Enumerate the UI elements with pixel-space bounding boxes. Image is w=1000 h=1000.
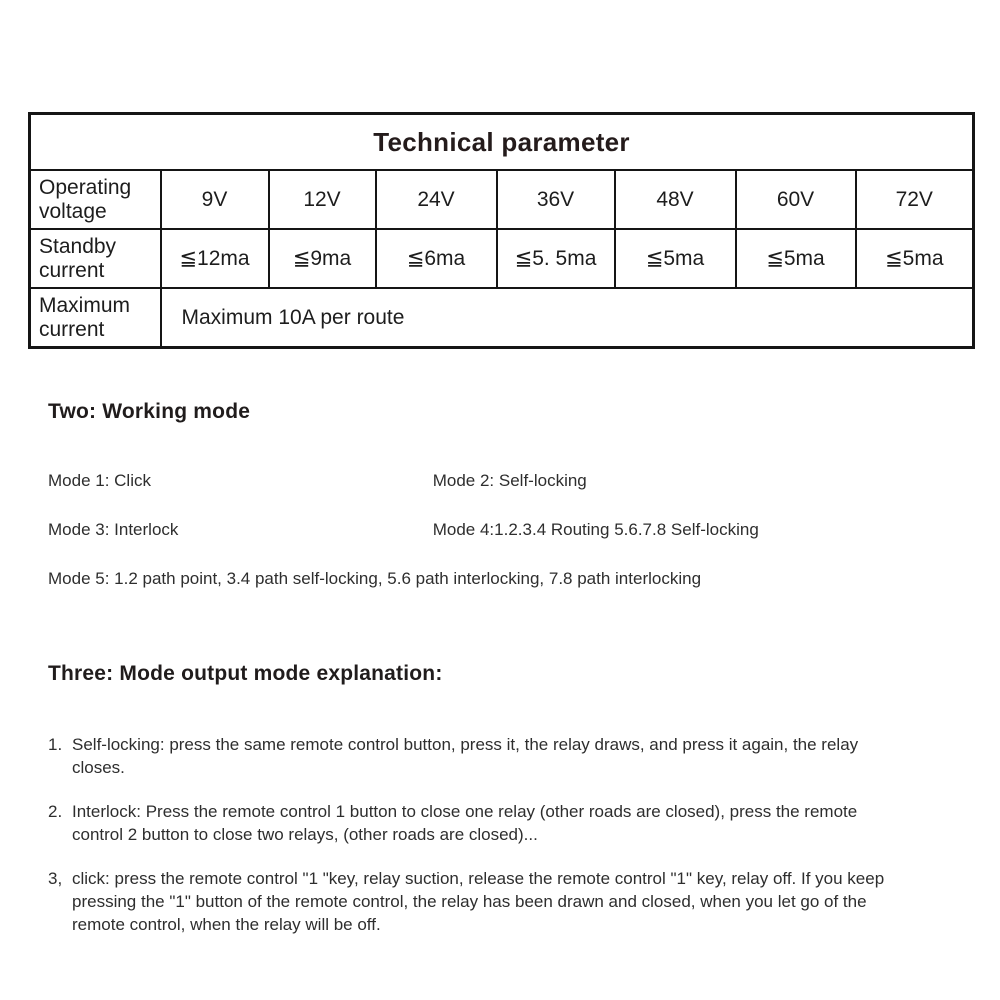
voltage-value: 60V [736,170,856,229]
section-heading-mode-output-explanation: Three: Mode output mode explanation: [48,662,443,685]
standby-value: ≦5ma [736,229,856,288]
explanation-text-self-locking: Self-locking: press the same remote control button, press it, the relay draws, and press it again, the relay closes. [72,735,859,777]
section-heading-working-mode: Two: Working mode [48,400,251,423]
standby-value: ≦6ma [376,229,497,288]
explanation-list [48,733,894,957]
standby-current-row [30,229,974,288]
list-marker: 1. [48,735,63,754]
maximum-current-row [30,288,974,348]
mode-1: Mode 1: Click [48,471,151,490]
standby-value: ≦12ma [161,229,269,288]
standby-value: ≦9ma [269,229,376,288]
mode-2: Mode 2: Self-locking [432,471,587,490]
list-marker: 2. [48,802,63,821]
explanation-text-click: click: press the remote control "1 "key, relay suction, release the remote control "1" key, relay off. If you keep pressing the "1" button of the remote control, the relay has been drawn and closed, when you let go of the remote control, when the relay will be off. [72,869,885,934]
list-marker: 3, [48,869,63,888]
standby-value: ≦5ma [856,229,974,288]
mode-row [48,520,953,540]
voltage-value: 24V [376,170,497,229]
maximum-current-value: Maximum 10A per route [161,288,974,348]
explanation-item [48,800,894,846]
operating-voltage-row [30,170,974,229]
mode-4: Mode 4:1.2.3.4 Routing 5.6.7.8 Self-locking [432,520,759,539]
standby-value: ≦5ma [615,229,736,288]
explanation-item [48,733,894,779]
voltage-value: 48V [615,170,736,229]
standby-current-label: Standby current [30,229,161,288]
voltage-value: 36V [497,170,615,229]
explanation-text-interlock: Interlock: Press the remote control 1 button to close one relay (other roads are closed), press the remote control 2 button to close two relays, (other roads are closed)... [72,802,858,844]
working-mode-list [48,471,953,618]
operating-voltage-label: Operating voltage [30,170,161,229]
maximum-current-label: Maximum current [30,288,161,348]
voltage-value: 12V [269,170,376,229]
voltage-value: 72V [856,170,974,229]
mode-row [48,471,953,491]
voltage-value: 9V [161,170,269,229]
explanation-item [48,867,894,936]
mode-5: Mode 5: 1.2 path point, 3.4 path self-locking, 5.6 path interlocking, 7.8 path interlocking [48,569,702,588]
table-title: Technical parameter [30,114,974,171]
mode-3: Mode 3: Interlock [48,520,179,539]
technical-parameter-table [28,112,975,349]
table-title-row [30,114,974,171]
standby-value: ≦5. 5ma [497,229,615,288]
mode-row [48,569,953,589]
